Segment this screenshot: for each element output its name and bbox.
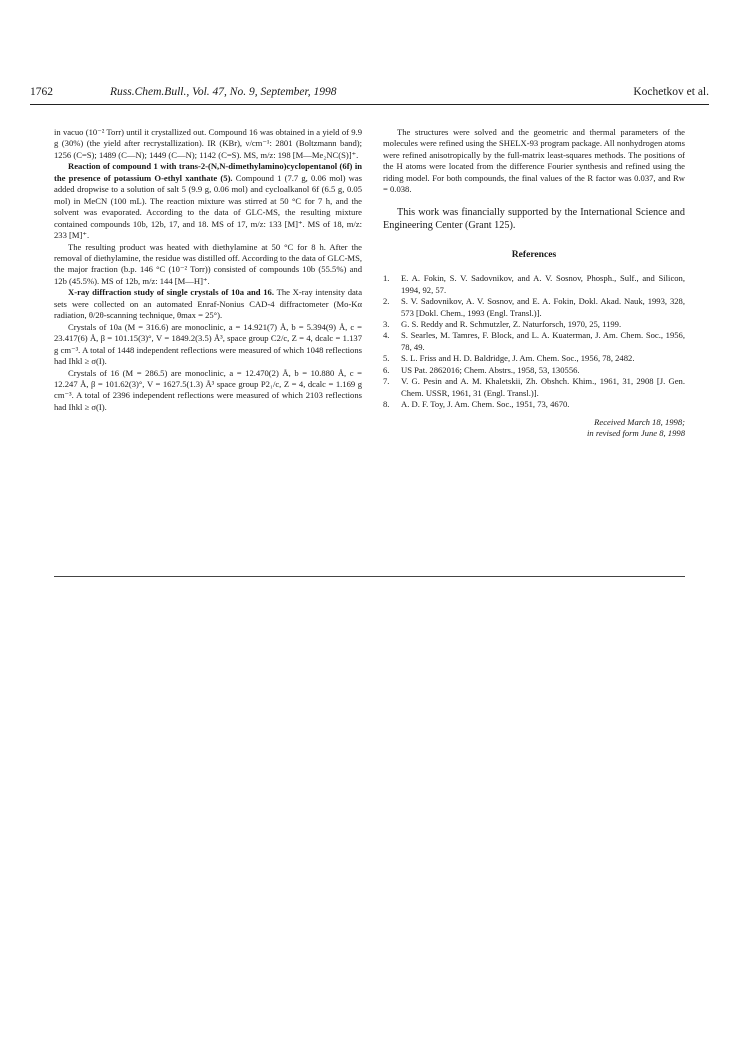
reference-number: 2. bbox=[383, 296, 390, 307]
reference-number: 7. bbox=[383, 376, 390, 387]
header-rule bbox=[30, 104, 709, 105]
reference-item bbox=[383, 399, 685, 410]
section-heading-reaction: Reaction of compound 1 with trans-2-(N,N-dimethylamino)cyclopentanol (6f) in the presence of potassium O-ethyl xanthate (5). bbox=[54, 161, 362, 183]
paragraph-compound-16: in vacuo (10⁻² Torr) until it crystallized out. Compound 16 was obtained in a yield of 9.9 g (30%) (the yield after recrystallization). IR (KBr), ν/cm⁻¹: 2801 (Boltzmann band); 1256 (C=S); 1489 (C—N); 1449 (C—N); 1142 (C=S). MS, m/z: 198 [M—Me₂NC(S)]⁺. bbox=[54, 127, 362, 160]
reference-item bbox=[383, 296, 685, 319]
received-date bbox=[383, 417, 685, 440]
reference-number: 3. bbox=[383, 318, 390, 329]
journal-citation: Russ.Chem.Bull., Vol. 47, No. 9, September, 1998 bbox=[110, 86, 337, 98]
reference-number: 1. bbox=[383, 273, 390, 284]
reference-number: 5. bbox=[383, 353, 390, 364]
reference-text: S. L. Friss and H. D. Baldridge, J. Am. Chem. Soc., 1956, 78, 2482. bbox=[401, 353, 635, 364]
bottom-rule bbox=[54, 576, 685, 577]
acknowledgement: This work was financially supported by the International Science and Engineering Center (Grant 125). bbox=[383, 206, 685, 231]
page-number: 1762 bbox=[30, 86, 53, 98]
reference-item bbox=[383, 319, 685, 330]
reference-text: S. Searles, M. Tamres, F. Block, and L. A. Kuaterman, J. Am. Chem. Soc., 1956, 78, 49. bbox=[401, 330, 685, 352]
paragraph-crystals-16: Crystals of 16 (M = 286.5) are monoclinic, a = 12.470(2) Å, b = 10.880 Å, c = 12.247 Å, β = 101.62(3)°, V = 1627.5(1.3) Å³ space group P2₁/c, Z = 4, dcalc = 1.169 g cm⁻³. A total of 2396 independent reflections were measured of which 2103 reflections had Ihkl ≥ σ(I). bbox=[54, 367, 362, 412]
paragraph-crystals-10a: Crystals of 10a (M = 316.6) are monoclinic, a = 14.921(7) Å, b = 5.394(9) Å, c = 23.417(6) Å, β = 101.15(3)°, V = 1849.2(3.5) Å³, space group C2/c, Z = 4, dcalc = 1.137 g cm⁻³. A total of 1448 independent reflections were measured of which 1048 reflections had Ihkl ≥ σ(I). bbox=[54, 321, 362, 367]
reference-item bbox=[383, 365, 685, 376]
section-heading-xray: X-ray diffraction study of single crystals of 10a and 16. bbox=[68, 287, 275, 298]
reference-item bbox=[383, 353, 685, 364]
reference-item bbox=[383, 330, 685, 353]
reference-text: A. D. F. Toy, J. Am. Chem. Soc., 1951, 73, 4670. bbox=[401, 399, 570, 410]
reference-number: 6. bbox=[383, 364, 390, 375]
reference-text: V. G. Pesin and A. M. Khaletskii, Zh. Obshch. Khim., 1961, 31, 2908 [J. Gen. Chem. USSR, 1961, 31 (Engl. Transl.)]. bbox=[401, 376, 685, 398]
reference-number: 8. bbox=[383, 399, 390, 410]
reference-item bbox=[383, 273, 685, 296]
reference-number: 4. bbox=[383, 330, 390, 341]
reference-text: E. A. Fokin, S. V. Sadovnikov, and A. V. Sosnov, Phosph., Sulf., and Silicon, 1994, 92, 57. bbox=[401, 273, 685, 295]
reference-text: US Pat. 2862016; Chem. Abstrs., 1958, 53, 130556. bbox=[401, 364, 580, 375]
reference-item bbox=[383, 376, 685, 399]
right-column bbox=[383, 127, 685, 440]
reference-text: S. V. Sadovnikov, A. V. Sosnov, and E. A. Fokin, Dokl. Akad. Nauk, 1993, 328, 573 [Dokl. Chem., 1993 (Engl. Transl.)]. bbox=[401, 296, 685, 318]
running-authors: Kochetkov et al. bbox=[633, 86, 709, 98]
paragraph-xray bbox=[54, 287, 362, 321]
xray-body: The X-ray intensity data sets were collected on an automated Enraf-Nonius CAD-4 diffractometer (Mo-Kα radiation, θ/2θ-scanning technique, θmax = 25°). bbox=[54, 287, 363, 321]
references-list bbox=[383, 273, 685, 410]
running-header bbox=[30, 86, 709, 104]
reaction-body: Compound 1 (7.7 g, 0.06 mol) was added dropwise to a solution of salt 5 (9.9 g, 0.06 mol) and cycloalkanol 6f (6.5 g, 0.05 mol) in MeCN (100 mL). The reaction mixture was stirred at 50 °C for 7 h, and the solvent was evaporated. According to the data of GLC-MS, the resulting mixture contained compounds 10b, 12b, 17, and 18. MS of 17, m/z: 133 [M]⁺. MS of 18, m/z: 233 [M]⁺. bbox=[54, 172, 362, 241]
paragraph-structure-refinement: The structures were solved and the geometric and thermal parameters of the molecules were refined using the SHELX-93 program package. All nonhydrogen atoms were refined anisotropically by the full-matrix least-squares methods. The positions of the H atoms were located from the difference Fourier synthesis and refined using the riding model. For both compounds, the final values of the R factor was 0.037, and Rw = 0.038. bbox=[383, 127, 685, 195]
left-column bbox=[54, 127, 362, 413]
paragraph-reaction-6f bbox=[54, 161, 362, 241]
revised-line: in revised form June 8, 1998 bbox=[586, 428, 685, 439]
references-heading: References bbox=[511, 248, 557, 260]
reference-text: G. S. Reddy and R. Schmutzler, Z. Naturforsch, 1970, 25, 1199. bbox=[401, 318, 622, 329]
received-line: Received March 18, 1998; bbox=[594, 416, 685, 427]
paragraph-product-heating: The resulting product was heated with diethylamine at 50 °C for 8 h. After the removal of diethylamine, the residue was distilled off. According to the data of GLC-MS, the major fraction (b.p. 146 °C (10⁻² Torr)) consisted of compounds 10b (55.5%) and 12b (45.5%). MS of 12b, m/z: 144 [M—H]⁺. bbox=[54, 241, 362, 286]
